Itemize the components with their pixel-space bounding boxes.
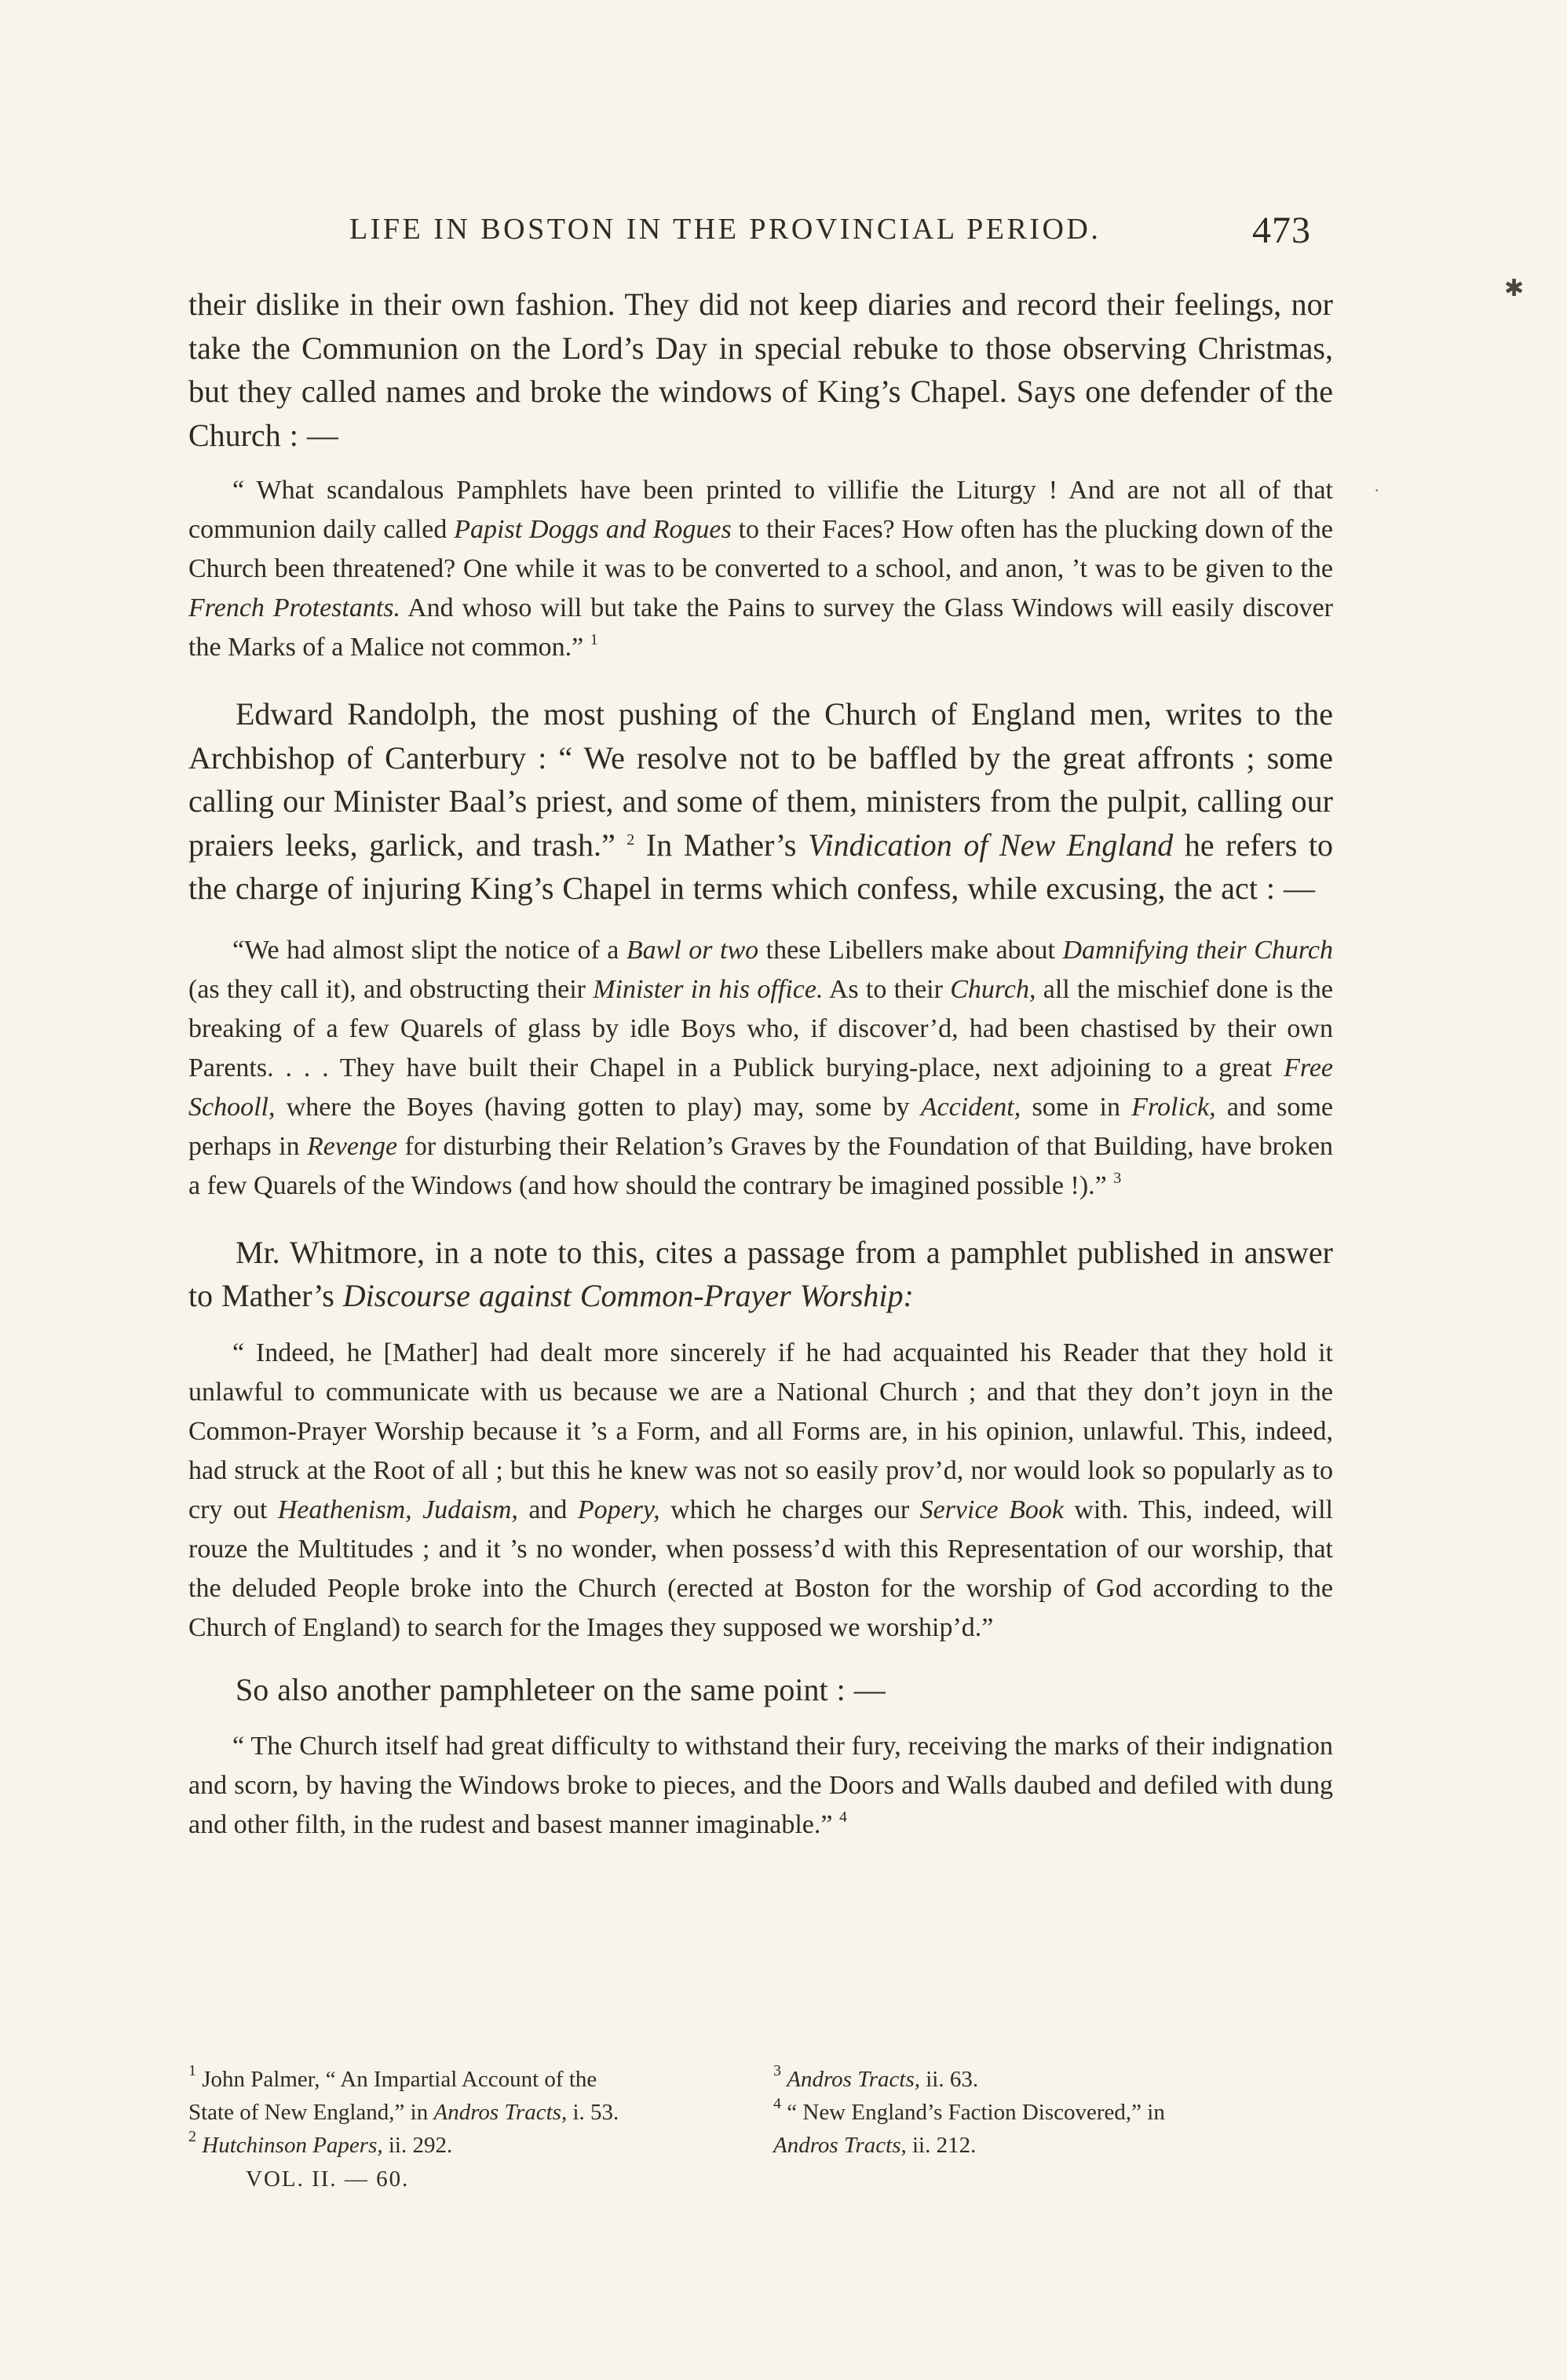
text-run: and [517,1495,578,1524]
text-run: these Libellers make about [758,935,1063,965]
margin-dot-mark: · [1374,480,1380,500]
text-run: ii. 292. [382,2133,453,2158]
text-run: some in [1021,1092,1132,1122]
footnote-line [773,2096,1333,2129]
italic-text: Andros Tracts, [787,2067,920,2092]
footnote-marker: 2 [626,830,635,849]
text-run: “ New England’s Faction Discovered,” in [781,2100,1165,2125]
text-run: Edward Randolph, the most pushing of the Church of England men, writes to the Archbishop of Canterbury : “ We resolve not to be baffled by the great affronts ; some calling our Minister Baal’s priest, and some of them, ministers from the pulpit, calling our praiers leeks, garlick, and trash.” [188,696,1333,863]
text-run: where the Boyes (having gotten to play) may, some by [275,1092,921,1122]
text-run: “We had almost slipt the notice of a [232,935,626,965]
text-run: i. 53. [567,2100,619,2125]
text-run: In Mather’s [634,827,809,863]
text-run: “ What scandalous Pamphlets have been printed to villifie the Liturgy ! And are not all of that communion daily called [188,476,1333,544]
italic-text: Revenge [306,1131,398,1161]
italic-text: Bawl or two [626,935,759,965]
italic-text: Minister in his office. [593,974,824,1004]
body-paragraph [188,1668,1333,1712]
footnote-line [188,2096,762,2129]
running-head [188,209,1335,264]
block-quote [188,1334,1333,1648]
text-run: (as they call it), and obstructing their [188,974,594,1004]
block-quote [188,931,1333,1206]
italic-text: Heathenism, Judaism, [277,1495,518,1524]
footnote-line [773,2129,1333,2162]
margin-star-mark: ✱ [1504,276,1525,301]
text-run: “ The Church itself had great difficulty to withstand their fury, receiving the marks of their indignation and scorn, by having the Windows broke to pieces, and the Doors and Walls daubed and defiled with dung and other filth, in the rudest and basest manner imaginable.” [188,1732,1333,1839]
italic-text: Accident, [920,1092,1021,1122]
text-run: with. This, indeed, will rouze the Multitudes ; and it ’s no wonder, when possess’d with this Representation of our worship, that the deluded People broke into the Church (erected at Boston for the worship of God according to the Church of England) to search for the Images they supposed we worship’d.” [188,1495,1333,1642]
text-run: which he charges our [659,1495,920,1524]
footnote-marker: 1 [188,2062,196,2079]
italic-text: French Protestants. [188,593,401,622]
text-run: their dislike in their own fashion. They did not keep diaries and record their feelings, nor take the Communion on the Lord’s Day in special rebuke to those observing Christmas, but they called names and broke the windows of King’s Chapel. Says one defender of the Church : — [188,287,1333,453]
text-run: “ Indeed, he [Mather] had dealt more sincerely if he had acquainted his Reader that they hold it unlawful to communicate with us because we are a National Church ; and that they don’t joyn in the Common-Prayer Worship because it ’s a Form, and all Forms are, in his opinion, unlawful. This, indeed, had struck at the Root of all ; but this he knew was not so easily prov’d, nor would look so popularly as to cry out [188,1338,1333,1524]
footnote-marker: 3 [773,2062,781,2079]
italic-text: Popery, [577,1495,660,1524]
italic-text: Service Book [919,1495,1064,1524]
text-run: ii. 63. [920,2067,979,2092]
running-title: LIFE IN BOSTON IN THE PROVINCIAL PERIOD. [349,213,1101,246]
signature-mark: VOL. II. — 60. [246,2166,410,2192]
text-run: all the mischief done is the breaking of a few Quarels of glass by idle Boys who, if discover’d, had been chastised by their own Parents. . . . They have built their Chapel in a Publick burying-place, next adjoining to a great [188,974,1334,1082]
italic-text: Frolick, [1131,1092,1216,1122]
footnote-marker: 4 [773,2095,781,2112]
italic-text: Andros Tracts, [433,2100,568,2125]
block-quote [188,1727,1333,1845]
footnote-marker: 3 [1113,1169,1122,1187]
text-run: he refers to the charge of injuring King’s Chapel in terms which confess, while excusing, the act : — [188,827,1333,906]
italic-text: Church, [950,974,1036,1004]
footnotes-right-column [773,2063,1333,2162]
italic-text: Free Schooll, [188,1053,1333,1122]
body-paragraph [188,692,1333,911]
footnote-line [773,2063,1333,2096]
main-text [188,283,1333,1845]
block-quote [188,471,1333,667]
text-run: Mr. Whitmore, in a note to this, cites a passage from a pamphlet published in answer to Mather’s [188,1234,1333,1313]
text-run: State of New England,” in [188,2100,434,2125]
footnote-line [188,2129,762,2162]
text-run: for disturbing their Relation’s Graves by the Foundation of that Building, have broken a few Quarels of the Windows (and how should the contrary be imagined possible !).” [188,1131,1334,1200]
body-paragraph [188,283,1333,457]
text-run: ii. 212. [906,2133,977,2158]
italic-text: Discourse against Common-Prayer Worship: [342,1278,914,1313]
italic-text: Damnifying their Church [1062,935,1333,965]
footnote-marker: 4 [838,1809,847,1826]
footnote-line [188,2063,762,2096]
footnotes-left-column [188,2063,762,2162]
text-run: And whoso will but take the Pains to survey the Glass Windows will easily discover the Marks of a Malice not common.” [188,593,1333,662]
text-run: and some perhaps in [188,1092,1333,1161]
text-run: John Palmer, “ An Impartial Account of the [196,2067,597,2092]
footnote-marker: 2 [188,2128,196,2145]
italic-text: Vindication of New England [808,827,1174,863]
text-run: As to their [823,974,951,1004]
italic-text: Hutchinson Papers, [202,2133,383,2158]
italic-text: Andros Tracts, [773,2133,907,2158]
footnote-marker: 1 [590,631,598,648]
page-number: 473 [1252,210,1311,251]
body-paragraph [188,1231,1333,1318]
italic-text: Papist Doggs and Rogues [454,515,732,544]
text-run: to their Faces? How often has the plucking down of the Church been threatened? One while it was to be converted to a school, and anon, ’t was to be given to the [188,515,1334,583]
text-run: So also another pamphleteer on the same point : — [236,1671,886,1707]
